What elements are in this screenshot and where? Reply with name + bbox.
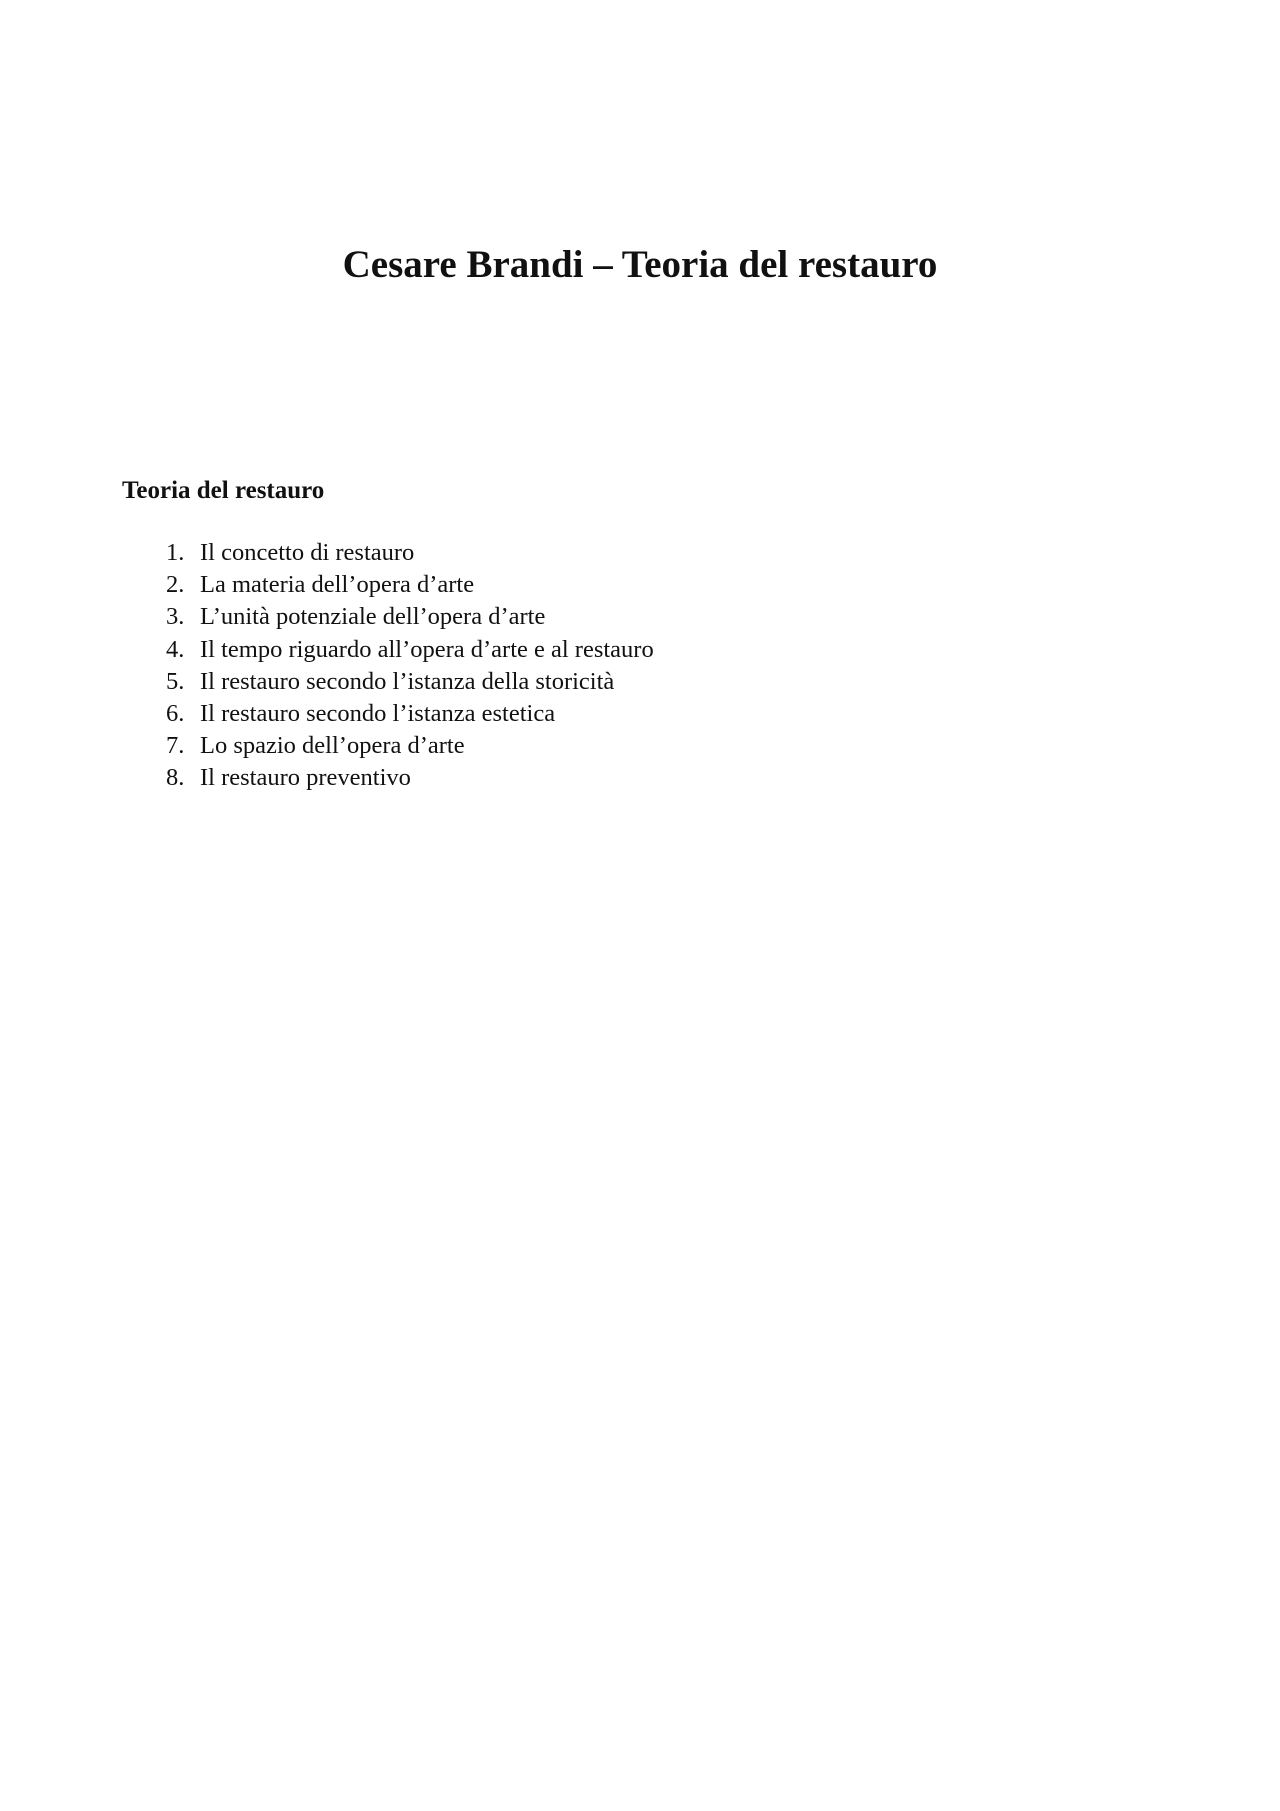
toc-item bbox=[122, 601, 654, 633]
document-title: Cesare Brandi – Teoria del restauro bbox=[342, 243, 938, 286]
toc-item-number: 6. bbox=[166, 699, 185, 727]
toc-item-number: 3. bbox=[166, 603, 185, 631]
toc-item bbox=[122, 569, 654, 601]
toc-item-number: 8. bbox=[166, 764, 185, 792]
toc-item bbox=[122, 634, 654, 666]
toc-item-number: 2. bbox=[166, 571, 185, 599]
toc-item-label: Il concetto di restauro bbox=[200, 539, 415, 566]
toc-item-label: Il restauro secondo l’istanza estetica bbox=[200, 699, 556, 727]
toc-item-label: Il tempo riguardo all’opera d’arte e al restauro bbox=[200, 635, 654, 663]
toc-item-label: Il restauro preventivo bbox=[200, 764, 411, 792]
toc-item bbox=[122, 666, 654, 698]
toc-item bbox=[122, 762, 654, 794]
toc-item-label: Il restauro secondo l’istanza della storicità bbox=[200, 667, 615, 695]
section-heading: Teoria del restauro bbox=[122, 477, 325, 504]
toc-item-label: Lo spazio dell’opera d’arte bbox=[200, 732, 465, 760]
toc-item bbox=[122, 698, 654, 730]
toc-item-number: 1. bbox=[166, 539, 185, 566]
toc-item-number: 4. bbox=[166, 635, 185, 663]
toc-item bbox=[122, 537, 654, 569]
toc-item-number: 7. bbox=[166, 732, 185, 760]
toc-item-label: L’unità potenziale dell’opera d’arte bbox=[200, 603, 546, 631]
toc-item-number: 5. bbox=[166, 667, 185, 695]
toc-item-label: La materia dell’opera d’arte bbox=[200, 571, 475, 599]
toc-item bbox=[122, 730, 654, 762]
table-of-contents bbox=[122, 537, 654, 795]
